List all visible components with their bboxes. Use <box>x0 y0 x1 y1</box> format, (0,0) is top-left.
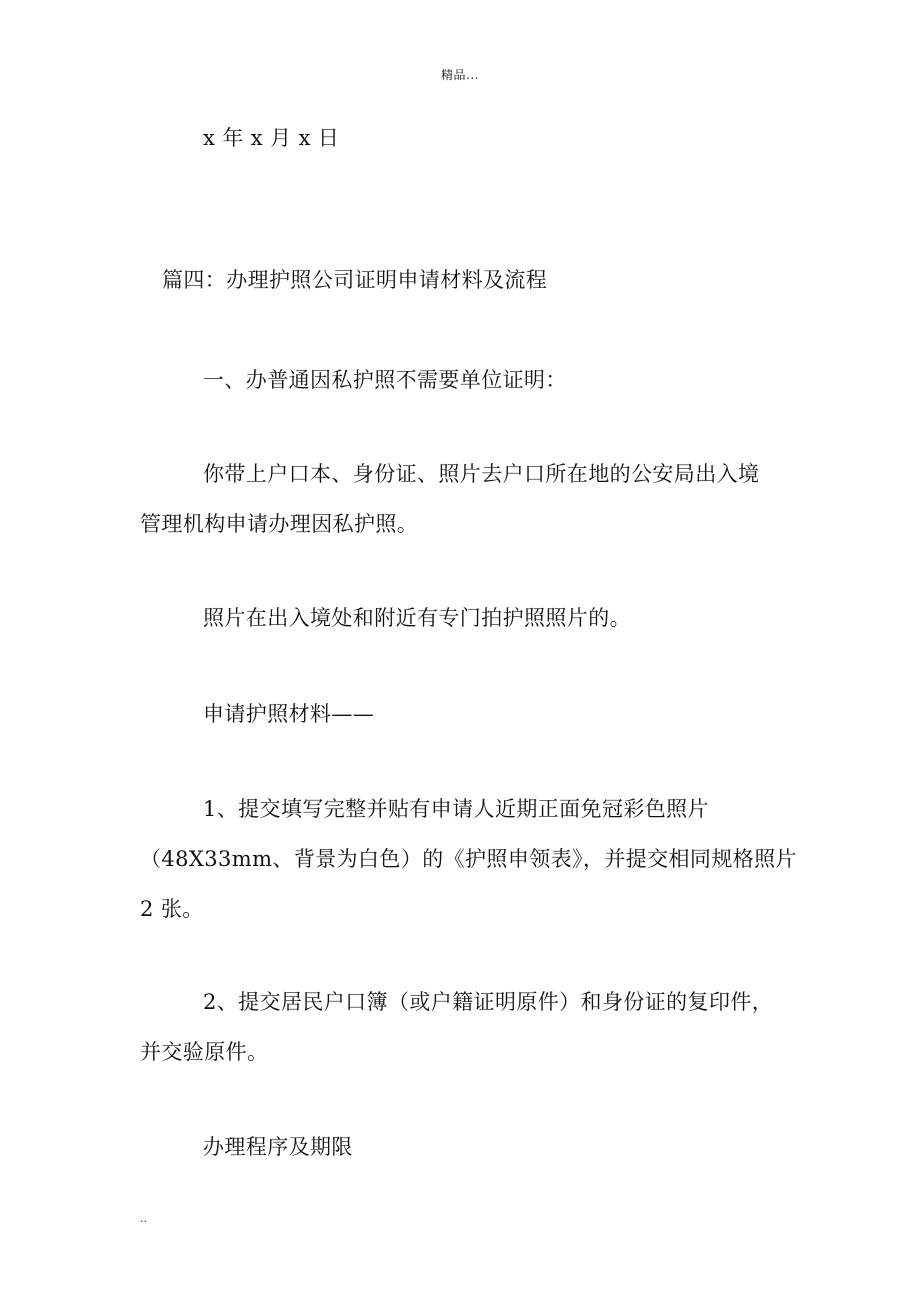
materials-heading: 申请护照材料—— <box>203 702 375 726</box>
paragraph-2: 照片在出入境处和附近有专门拍护照照片的。 <box>203 606 631 630</box>
procedure-heading: 办理程序及期限 <box>203 1135 353 1159</box>
page-header: 精品... <box>441 68 479 82</box>
paragraph-1-line-1: 你带上户口本、身份证、照片去户口所在地的公安局出入境 <box>203 462 760 486</box>
step-1-line-1: 1、提交填写完整并贴有申请人近期正面免冠彩色照片 <box>203 797 709 821</box>
page-footer: .. <box>140 1212 147 1225</box>
step-1-line-3: 2 张。 <box>140 897 204 921</box>
step-2-line-2: 并交验原件。 <box>140 1040 269 1064</box>
paragraph-1-line-2: 管理机构申请办理因私护照。 <box>140 512 419 536</box>
step-1-line-2: （48X33mm、背景为白色）的《护照申领表》，并提交相同规格照片 <box>140 847 797 871</box>
section-title: 篇四：办理护照公司证明申请材料及流程 <box>162 268 548 292</box>
date-line: x 年 x 月 x 日 <box>203 126 340 150</box>
item-one: 一、办普通因私护照不需要单位证明： <box>203 368 567 392</box>
step-2-line-1: 2、提交居民户口簿（或户籍证明原件）和身份证的复印件， <box>203 990 774 1014</box>
